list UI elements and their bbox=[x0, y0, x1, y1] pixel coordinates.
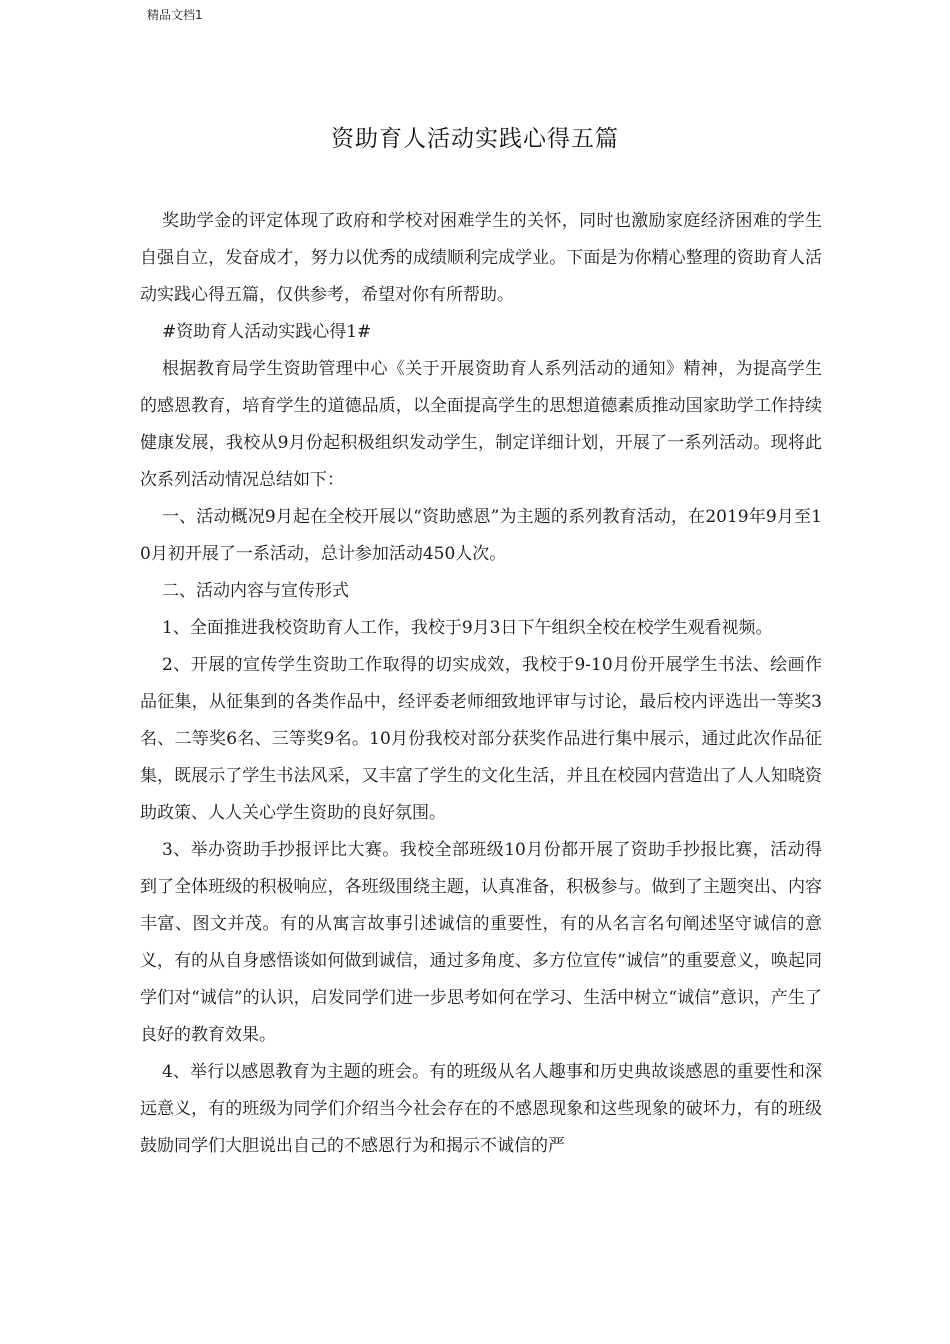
paragraph: 1、全面推进我校资助育人工作，我校于9月3日下午组织全校在校学生观看视频。 bbox=[162, 618, 773, 638]
paragraph: 2、开展的宣传学生资助工作取得的切实成效，我校于9-10月份开展学生书法、绘画作品征集，从征集到的各类作品中，经评委老师细致地评审与讨论，最后校内评选出一等奖3名、二等奖6名、三等奖9名。10月份我校对部分获奖作品进行集中展示，通过此次作品征集，既展示了学生书法风采，又丰富了学生的文化生活，并且在校园内营造出了人人知晓资助政策、人人关心学生资助的良好氛围。 bbox=[140, 655, 822, 823]
paragraph-intro: 奖助学金的评定体现了政府和学校对困难学生的关怀，同时也激励家庭经济困难的学生自强自立，发奋成才，努力以优秀的成绩顺利完成学业。下面是为你精心整理的资助育人活动实践心得五篇，仅供参考，希望对你有所帮助。 bbox=[140, 211, 822, 305]
paragraph: 一、活动概况9月起在全校开展以“资助感恩”为主题的系列教育活动，在2019年9月至10月初开展了一系活动，总计参加活动450人次。 bbox=[140, 507, 822, 564]
header-label: 精品文档1 bbox=[147, 8, 203, 22]
document-body bbox=[140, 203, 822, 1165]
paragraph: 根据教育局学生资助管理中心《关于开展资助育人系列活动的通知》精神，为提高学生的感恩教育，培育学生的道德品质，以全面提高学生的思想道德素质推动国家助学工作持续健康发展，我校从9月份起积极组织发动学生，制定详细计划，开展了一系列活动。现将此次系列活动情况总结如下： bbox=[140, 359, 822, 490]
section-heading: #资助育人活动实践心得1# bbox=[162, 322, 372, 342]
paragraph: 4、举行以感恩教育为主题的班会。有的班级从名人趣事和历史典故谈感恩的重要性和深远意义，有的班级为同学们介绍当今社会存在的不感恩现象和这些现象的破坏力，有的班级鼓励同学们大胆说出自己的不感恩行为和揭示不诚信的严 bbox=[140, 1062, 822, 1156]
paragraph: 3、举办资助手抄报评比大赛。我校全部班级10月份都开展了资助手抄报比赛，活动得到了全体班级的积极响应，各班级围绕主题，认真准备，积极参与。做到了主题突出、内容丰富、图文并茂。有的从寓言故事引述诚信的重要性，有的从名言名句阐述坚守诚信的意义，有的从自身感悟谈如何做到诚信，通过多角度、多方位宣传“诚信”的重要意义，唤起同学们对“诚信”的认识，启发同学们进一步思考如何在学习、生活中树立“诚信”意识，产生了良好的教育效果。 bbox=[140, 840, 822, 1045]
paragraph: 二、活动内容与宣传形式 bbox=[162, 581, 349, 601]
document-title: 资助育人活动实践心得五篇 bbox=[331, 126, 619, 152]
